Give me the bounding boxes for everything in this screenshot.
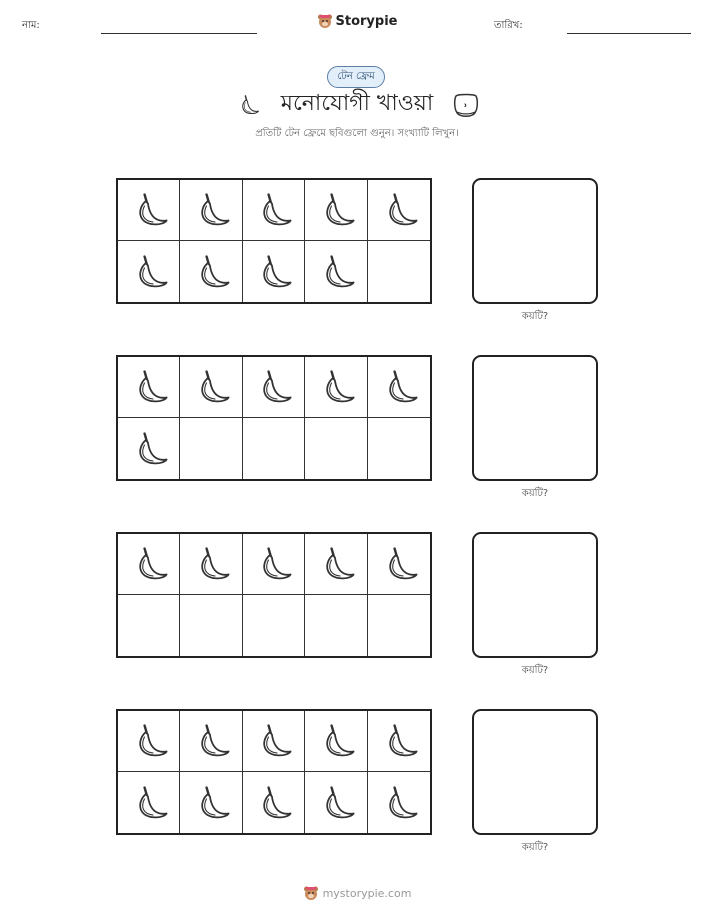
ten-frame-cell (118, 772, 180, 833)
count-question-label: কয়টি? (521, 665, 549, 676)
ten-frame-cell (118, 711, 180, 772)
answer-box[interactable] (472, 178, 598, 304)
answer-box[interactable] (472, 355, 598, 481)
ten-frame-cell (243, 241, 305, 302)
answer-box[interactable] (472, 532, 598, 658)
banana-icon (377, 188, 421, 232)
ten-frame-cell (243, 534, 305, 595)
ten-frame-cell (243, 772, 305, 833)
ten-frame-cell (180, 711, 242, 772)
ten-frame-cell (243, 418, 305, 479)
storypie-bear-logo-icon (303, 885, 319, 902)
ten-frame-cell (180, 357, 242, 418)
banana-icon (251, 250, 295, 294)
banana-icon (189, 188, 233, 232)
ten-frame-cell (118, 418, 180, 479)
ten-frame (116, 355, 432, 481)
banana-icon (127, 427, 171, 471)
instructions: প্রতিটি টেন ফ্রেমে ছবিগুলো গুনুন। সংখ্যাটি লিখুন। (255, 128, 459, 139)
banana-icon (314, 188, 358, 232)
banana-icon (127, 781, 171, 825)
banana-icon (235, 91, 261, 119)
ten-frame-cell (180, 772, 242, 833)
ten-frame-cell (180, 241, 242, 302)
ten-frame-cell (368, 418, 430, 479)
banana-icon (127, 542, 171, 586)
ten-frame-cell (305, 241, 367, 302)
banana-icon (314, 781, 358, 825)
ten-frame-cell (243, 180, 305, 241)
banana-icon (127, 188, 171, 232)
banana-icon (189, 365, 233, 409)
ten-frame-cell (180, 595, 242, 656)
ten-frame-cell (305, 534, 367, 595)
page-title: মনোযোগী খাওয়া (280, 91, 434, 116)
ten-frame-cell (368, 180, 430, 241)
banana-icon (377, 719, 421, 763)
banana-icon (314, 365, 358, 409)
ten-frame-cell (180, 418, 242, 479)
banana-icon (189, 719, 233, 763)
ten-frame-cell (305, 595, 367, 656)
banana-icon (189, 250, 233, 294)
banana-icon (127, 719, 171, 763)
ten-frame-cell (118, 180, 180, 241)
ten-frame-cell (118, 595, 180, 656)
banana-icon (377, 781, 421, 825)
footer-url[interactable]: mystorypie.com (322, 887, 412, 900)
count-question-label: কয়টি? (521, 488, 549, 499)
brand-name: Storypie (335, 14, 398, 29)
banana-icon (189, 781, 233, 825)
ten-frame-cell (368, 711, 430, 772)
brand (0, 13, 714, 34)
ten-frame (116, 178, 432, 304)
ten-frame-cell (368, 595, 430, 656)
ten-frame-cell (368, 241, 430, 302)
ten-frame-cell (368, 534, 430, 595)
ten-frame-cell (118, 241, 180, 302)
banana-icon (251, 365, 295, 409)
ten-frame-cell (118, 534, 180, 595)
ten-frame-cell (305, 180, 367, 241)
ten-frame-cell (243, 595, 305, 656)
ten-frame-cell (243, 711, 305, 772)
answer-box[interactable] (472, 709, 598, 835)
banana-icon (127, 365, 171, 409)
banana-icon (251, 188, 295, 232)
banana-icon (314, 719, 358, 763)
ten-frame (116, 532, 432, 658)
ten-frame-cell (180, 534, 242, 595)
count-question-label: কয়টি? (521, 311, 549, 322)
storypie-bear-logo-icon (317, 13, 333, 30)
banana-icon (189, 542, 233, 586)
banana-icon (251, 719, 295, 763)
banana-icon (314, 542, 358, 586)
ten-frame-cell (368, 357, 430, 418)
ten-frame-cell (368, 772, 430, 833)
name-label: নাম: (22, 20, 40, 31)
title-row (0, 86, 714, 123)
topic-badge: টেন ফ্রেম (327, 66, 385, 88)
ten-frame-cell (118, 357, 180, 418)
ten-frame-cell (180, 180, 242, 241)
banana-icon (377, 542, 421, 586)
banana-icon (377, 365, 421, 409)
ten-frame (116, 709, 432, 835)
ten-frame-cell (305, 418, 367, 479)
banana-icon (251, 781, 295, 825)
ten-frame-cell (305, 772, 367, 833)
ten-frame-cell (305, 357, 367, 418)
banana-icon (127, 250, 171, 294)
belly-icon (453, 92, 479, 118)
ten-frame-cell (305, 711, 367, 772)
footer (0, 885, 714, 902)
date-label: তারিখ: (494, 20, 523, 31)
banana-icon (314, 250, 358, 294)
date-line[interactable] (567, 33, 691, 34)
ten-frame-cell (243, 357, 305, 418)
banana-icon (251, 542, 295, 586)
count-question-label: কয়টি? (521, 842, 549, 853)
